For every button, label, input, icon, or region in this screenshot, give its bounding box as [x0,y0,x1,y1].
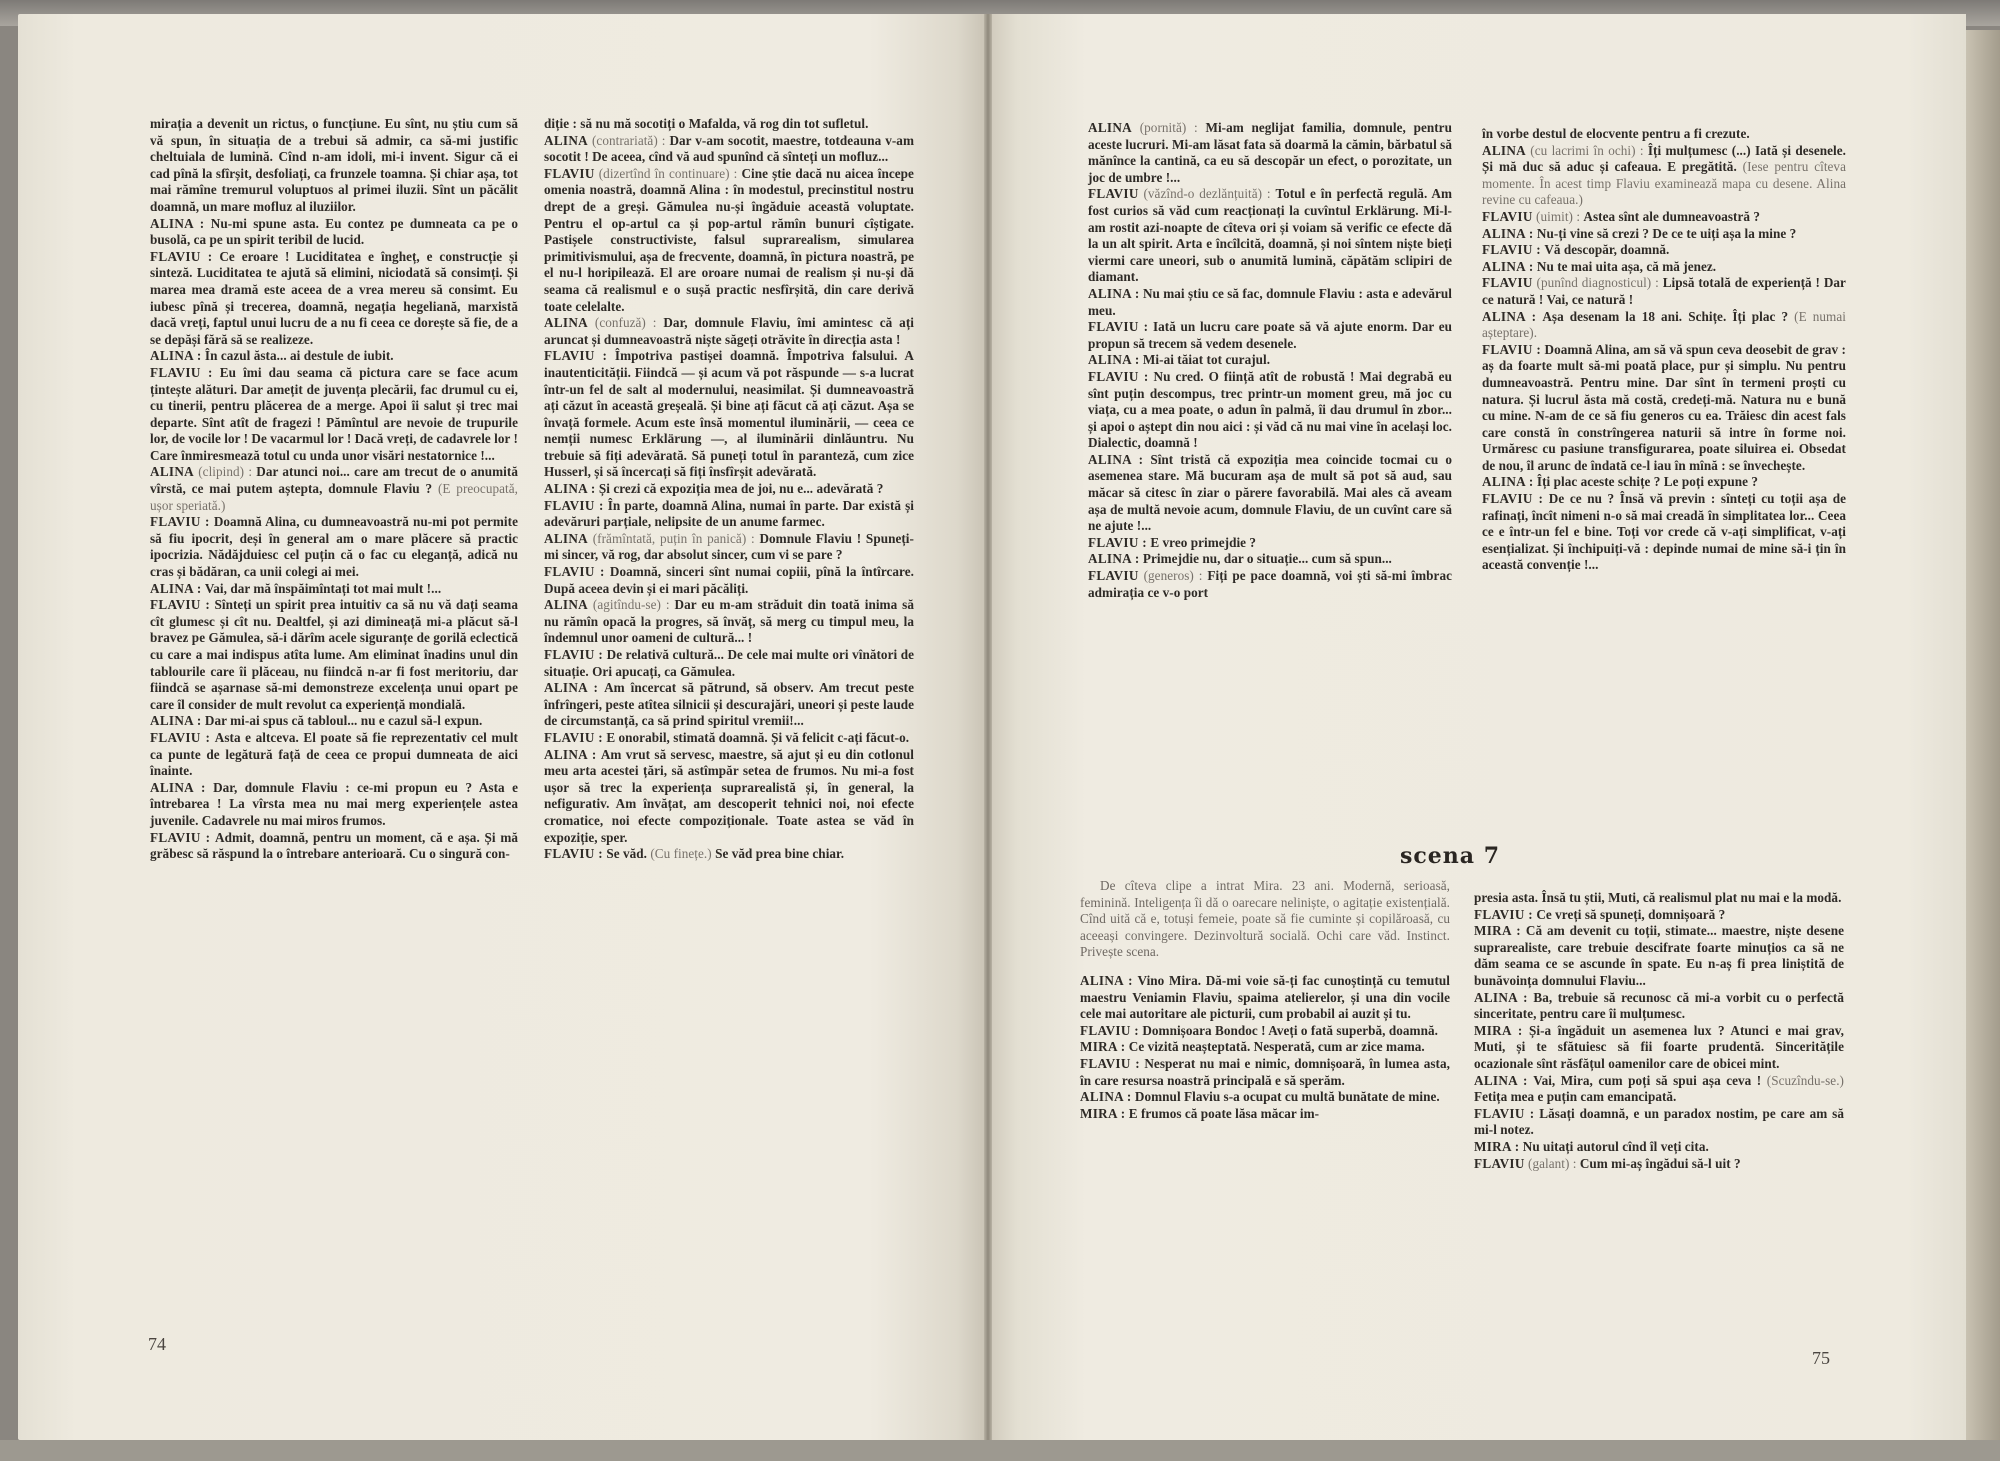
dialogue-text: Dar v-am socotit, maestre, totdeauna v-am socotit ! De aceea, cînd vă aud spunînd că sînteți un mofluz... [544,132,914,165]
dialogue-text: Iată un lucru care poate să vă ajute enorm. Dar eu propun să trecem să vedem desenele. [1088,319,1452,351]
dialogue-text: Împotriva pastișei doamnă. Împotriva falsului. A inautenticității. Fiindcă — și acum vă pot răspunde — s-a lucrat într-un fel de salt al modernului, neasimilat. Și dumneavoastră ați căzut în această greșeală. Și bine ați făcut că ați căzut. Așa se învață formele. Acum este însă momentul iluminării, — ceea ce nemții numesc Erklärung —, al iluminării dinlăuntru. Nu trebuie să fiți adevărată. Să puneți totul în paranteză, cum zice Husserl, și să încercați să fiți însfîrșit adevărată. [544,348,914,480]
dialogue-line [1474,1156,1844,1173]
dialogue-line [544,680,914,730]
dialogue-line [1482,242,1846,259]
speaker-name: FLAVIU : [1474,906,1533,922]
stage-direction: (confuză) : [594,315,657,331]
speaker-name: FLAVIU : [544,647,604,662]
speaker-name: FLAVIU [1474,1155,1525,1171]
dialogue-text: E frumos că poate lăsa măcar im- [1128,1105,1320,1121]
stage-direction: (generos) : [1143,568,1203,584]
speaker-name: ALINA : [1474,989,1528,1005]
dialogue-line [1080,1106,1450,1123]
dialogue-line [544,531,914,564]
dialogue-line [1088,352,1452,369]
dialogue-line [150,348,518,365]
dialogue-text: Se văd. [606,846,647,862]
dialogue-text: Eu îmi dau seama că pictura care se face acum țintește alături. Dar amețit de juvența plecării, fac drumul cu ei, cu tinerii, pentru plăcerea de a merge. Apoi îi salut și trec mai departe. Sînt atît de fragezi ! Pămîntul are nevoie de trupurile lor, de vocile lor ! De vacarmul lor ! Dacă vreți, de cadavrele lor ! Care înmiresmează totul cu unda unor visări nestatornice !... [150,364,518,463]
dialogue-text: Și crezi că expoziția mea de joi, nu e... adevărată ? [598,481,884,497]
speaker-name: ALINA : [1482,225,1534,241]
dialogue-text: Se văd prea bine chiar. [715,846,845,862]
dialogue-continuation [150,116,518,216]
dialogue-line [1088,452,1452,535]
dialogue-line [1482,209,1846,226]
dialogue-text: De ce nu ? Însă vă previn : sînteți cu toții așa de rafinați, încît nimeni n-o să mai creadă în simplitatea lor... Ceea ce e într-un fel e bine. Toți vor crede că v-ați simplificat, v-ați esențializat. Și închipuiți-vă : depinde numai de mine să-i țin în această convenție !... [1482,491,1846,573]
speaker-name: FLAVIU : [1088,534,1147,550]
speaker-name: MIRA : [1080,1039,1126,1055]
dialogue-line [1080,1056,1450,1089]
stage-direction: (galant) : [1528,1155,1577,1171]
speaker-name: ALINA : [1080,972,1133,988]
dialogue-text: E onorabil, stimată doamnă. Și vă felicit c-ați făcut-o. [606,729,910,745]
dialogue-text: Dar, domnule Flaviu, îmi amintesc că ați aruncat și dumneavoastră niște săgeți otrăvite în direcția asta ! [544,315,914,347]
stage-direction: (punînd diagnosticul) : [1536,275,1659,291]
dialogue-text: Mi-am neglijat familia, domnule, pentru aceste lucruri. Mi-am lăsat fata să doarmă la cămin, bărbatul să mănînce la cantină, ca eu să descopăr un efect, o porozitate, un joc de umbre !... [1088,120,1452,185]
dialogue-text: Nu mai știu ce să fac, domnule Flaviu : asta e adevărul meu. [1088,285,1452,318]
speaker-name: FLAVIU : [150,729,211,745]
speaker-name: FLAVIU : [544,846,603,862]
dialogue-continuation [544,116,914,133]
speaker-name: ALINA [544,132,588,148]
speaker-name: ALINA : [1080,1089,1132,1105]
speaker-name: FLAVIU : [1088,319,1149,335]
right-page-column-2 [1482,126,1846,574]
speaker-name: ALINA [544,315,588,331]
speaker-name: ALINA : [1088,352,1140,368]
dialogue-line [544,747,914,847]
speaker-name: MIRA : [1080,1105,1126,1121]
dialogue-text: în vorbe destul de elocvente pentru a fi crezute. [1482,126,1750,141]
scene-stage-direction: De cîteva clipe a intrat Mira. 23 ani. Modernă, serioasă, feminină. Inteligența îi dă o oarecare neliniște, o agitație existențială. Cînd uită că e, totuși femeie, poate să fie cuminte și copilăroasă, cu aceeași convingere. Dezinvoltură socială. Ochi care văd. Instinct. Privește scena. [1080,878,1450,960]
dialogue-line [1088,319,1452,352]
speaker-name: FLAVIU : [1482,242,1541,258]
dialogue-line [150,216,518,249]
dialogue-line [1482,143,1846,209]
dialogue-text: mirația a devenit un rictus, o funcțiune. Eu sînt, nu știu cum să vă spun, în situația de a trebui să admir, ca să-mi justific cheltuiala de lumină. Cînd n-am idoli, mi-i invent. Sigur că ei cad pînă la sfîrșit, desfoliați, ca frunzele toamna. Și chiar așa, tot mai rămîne tremurul voluptuos al primei iluzii. Sînt un păcălit doamnă, un mare mofluz al iluziilor. [150,116,518,214]
stage-direction: (uimit) : [1536,208,1581,224]
dialogue-line [1088,186,1452,286]
speaker-name: ALINA : [150,779,206,795]
speaker-name: FLAVIU : [1482,341,1542,357]
left-page-column-1 [150,116,518,863]
dialogue-text: Sînt tristă că expoziția mea coincide tocmai cu o asemenea stare. Mă bucuram așa de mult să pot să aud, sau măcar să citesc în ziar o părere favorabilă. Mai ales că aveam așa de multă nevoie acum, domnule Flaviu, de un cuvînt care să ne ajute !... [1088,451,1452,534]
dialogue-line [1474,1139,1844,1156]
speaker-name: ALINA : [1482,308,1537,324]
speaker-name: ALINA [1088,120,1132,135]
dialogue-text: Așa desenam la 18 ani. Schițe. Îți plac ? [1542,308,1789,324]
dialogue-line [150,780,518,830]
dialogue-text: Mi-ai tăiat tot curajul. [1142,352,1271,368]
dialogue-text: Nesperat nu mai e nimic, domnișoară, în lumea asta, în care resursa noastră principală e să sperăm. [1080,1055,1450,1088]
stage-direction: (văzînd-o dezlănțuită) : [1143,186,1271,202]
speaker-name: FLAVIU : [1088,368,1149,384]
stage-direction: (E preocupată, ușor speriată.) [150,481,518,513]
speaker-name: ALINA : [1482,474,1534,490]
speaker-name: ALINA : [150,348,202,364]
dialogue-text: presia asta. Însă tu știi, Muti, că realismul plat nu mai e la modă. [1474,890,1842,905]
dialogue-line [1088,369,1452,452]
dialogue-text: Lăsați doamnă, e un paradox nostim, pe care am să mi-l notez. [1474,1105,1844,1138]
speaker-name: FLAVIU [1482,275,1533,291]
dialogue-line [544,846,914,863]
dialogue-line [1088,286,1452,319]
right-page-column-1 [1088,120,1452,601]
dialogue-line [1080,1023,1450,1040]
dialogue-text: E vreo primejdie ? [1150,534,1257,550]
dialogue-text: Ba, trebuie să recunosc că mi-a vorbit cu o perfectă sinceritate, pentru care îi mulțumesc. [1474,989,1844,1022]
speaker-name: ALINA [544,597,588,613]
dialogue-line [150,713,518,730]
dialogue-text: Domnul Flaviu s-a ocupat cu multă bunătate de mine. [1134,1089,1440,1105]
dialogue-line [544,647,914,680]
dialogue-text: Vai, Mira, cum poți să spui așa ceva ! [1533,1072,1762,1088]
dialogue-line [1474,1023,1844,1073]
dialogue-text: diție : să nu mă socotiți o Mafalda, vă rog din tot sufletul. [544,116,869,131]
dialogue-text: Totul e în perfectă regulă. Am fost curios să văd cum reacționați la cuvîntul Erklärung. Mi-l-am rostit azi-noapte de cîteva ori și voiam să verific ce efecte dă la un alt spirit. Arta e încîlcită, doamnă, și noi sîntem niște bieți viermi care uneori, sub o anumită lumină, căpătăm sclipiri de diamant. [1088,186,1452,285]
dialogue-text: Admit, doamnă, pentru un moment, că e așa. Și mă grăbesc să răspund la o întrebare anterioară. Cu o singură con- [150,829,518,862]
speaker-name: FLAVIU [1482,208,1533,224]
stage-direction: (Iese pentru cîteva momente. În acest timp Flaviu examinează mapa cu desene. Alina revine cu cafeaua.) [1482,159,1846,208]
dialogue-text: Ce vizită neașteptată. Nesperată, cum ar zice mama. [1128,1039,1425,1055]
right-page-column-2-scene-7 [1474,890,1844,1172]
dialogue-line [1080,1089,1450,1106]
dialogue-text: Fetița mea e puțin cam emancipată. [1474,1089,1677,1105]
dialogue-text: Am vrut să servesc, maestre, să ajut și eu din cotlonul meu arta acestei țări, să astîmpăr setea de frumos. Nu mi-a fost ușor să trec la experiența suprarealistă și, în general, la nefigurativ. Am învățat, am descoperit tehnici noi, noi efecte cromatice, noi efecte compoziționale. Toate astea se văd în expoziție, sper. [544,746,914,845]
dialogue-text: Nu cred. O ființă atît de robustă ! Mai degrabă eu sînt puțin descompus, trec printr-un moment greu, mă joc cu viața, cu a mea poate, o adun în palmă, îi dau drumul în zbor... și apoi o aștept din nou aici : și văd că nu mai vine în același loc. Dialectic, doamnă ! [1088,368,1452,451]
dialogue-line [150,581,518,598]
speaker-name: FLAVIU : [150,248,213,264]
dialogue-line [544,315,914,348]
dialogue-line [1088,551,1452,568]
dialogue-line [544,348,914,481]
speaker-name: ALINA : [1088,451,1144,467]
stage-direction: (Cu finețe.) [650,846,712,862]
dialogue-text: Vino Mira. Dă-mi voie să-ți fac cunoștință cu temutul maestru Veniamin Flaviu, spaima atelierelor, și una din vocile cele mai autoritare ale picturii, cum probabil ai auzit și tu. [1080,972,1450,1022]
speaker-name: ALINA : [150,713,202,729]
dialogue-text: Nu te mai uita așa, că mă jenez. [1536,258,1717,274]
scan-background-bottom [0,1440,2000,1461]
dialogue-line [150,365,518,465]
dialogue-line [544,730,914,747]
dialogue-line [1474,907,1844,924]
speaker-name: FLAVIU [544,165,595,181]
dialogue-line [1482,309,1846,342]
dialogue-line [544,133,914,166]
dialogue-line [1080,973,1450,1023]
dialogue-line [544,498,914,531]
dialogue-line [1482,474,1846,491]
speaker-name: MIRA : [1474,923,1521,939]
dialogue-line [544,166,914,315]
dialogue-line [544,597,914,647]
speaker-name: ALINA : [544,481,596,497]
dialogue-text: Am încercat să pătrund, să observ. Am trecut peste înfrîngeri, peste atîtea silnicii și descurajări, uneori și peste laude de circumstanță, ca să prind spiritul vremii!... [544,680,914,729]
dialogue-text: În parte, doamnă Alina, numai în parte. Dar există și adevăruri parțiale, nelipsite de un anume farmec. [544,497,914,530]
stage-direction: (dizertînd în continuare) : [598,165,738,181]
dialogue-line [1474,1106,1844,1139]
speaker-name: ALINA [544,530,588,546]
dialogue-text: Vă descopăr, doamnă. [1544,242,1670,258]
dialogue-text: Cum mi-aș îngădui să-l uit ? [1579,1155,1741,1171]
speaker-name: ALINA : [1482,258,1534,274]
speaker-name: FLAVIU : [150,597,211,613]
dialogue-line [1482,226,1846,243]
dialogue-line [150,730,518,780]
dialogue-line [1088,535,1452,552]
dialogue-text: Dar atunci noi... care am trecut de o anumită vîrstă, ce mai putem aștepta, domnule Flaviu ? [150,464,518,497]
speaker-name: FLAVIU : [1482,491,1544,507]
dialogue-text: Îți plac aceste schițe ? Le poți expune ? [1536,474,1759,490]
speaker-name: ALINA [1482,142,1526,158]
speaker-name: FLAVIU : [150,829,211,845]
dialogue-text: Vai, dar mă înspăimîntați tot mai mult !... [204,580,442,596]
dialogue-text: De relativă cultură... De cele mai multe ori vînători de situație. Ori apucați, ca Gămulea. [544,647,914,679]
dialogue-line [1474,990,1844,1023]
speaker-name: FLAVIU : [150,364,213,380]
speaker-name: FLAVIU : [544,729,603,745]
dialogue-continuation [1482,126,1846,143]
speaker-name: FLAVIU : [150,514,210,530]
dialogue-line [1482,275,1846,308]
speaker-name: ALINA : [1088,285,1140,301]
speaker-name: ALINA : [544,680,599,696]
dialogue-line [1080,1039,1450,1056]
speaker-name: ALINA [150,464,194,480]
dialogue-text: Lipsă totală de experiență ! Dar ce natură ! Vai, ce natură ! [1482,275,1846,307]
stage-direction: (cu lacrimi în ochi) : [1530,142,1644,158]
dialogue-text: Dar, domnule Flaviu : ce-mi propun eu ? Asta e întrebarea ! La vîrsta mea nu mai merg experiențele astea juvenile. Cadavrele nu mai miros frumos. [150,779,518,828]
dialogue-line [1088,120,1452,186]
dialogue-text: Sînteți un spirit prea intuitiv ca să nu vă dați seama cît glumesc și cît nu. Dealtfel, și azi dimineață mi-a plăcut să-l bravez pe Gămulea, să-i dărîm acele siguranțe de gorilă eclectică cu care a mai indispus atîta lume. Am eliminat înadins unul din tablourile care îi plăceau, nu fiindcă n-ar fi fost meritoriu, dar fiindcă se așarnase să-mi demonstreze excelența unui opart pe care îl consider de mult revolut ca experiență mondială. [150,597,518,712]
dialogue-text: Doamnă Alina, am să vă spun ceva deosebit de grav : aș da foarte mult să-mi poată place, pur și simplu. Nu pentru dumneavoastră. Pentru mine. Dar sînt în termeni proști cu natura. Și lucrul ăsta mă costă, credeți-mă. Natura nu e bună cu mine. N-am de ce să fiu generos cu ea. Trăiesc din acest fals care constă în constrîngerea naturii să intre în forme noi. Urmăresc cu pasiune transfigurarea, poate siluirea ei. Obsedat de nou, îl arunc de îndată ce-l iau în mînă : se învechește. [1482,341,1846,473]
speaker-name: MIRA : [1474,1022,1523,1038]
dialogue-line [1482,342,1846,475]
speaker-name: ALINA : [150,215,205,231]
dialogue-line [150,597,518,713]
dialogue-line [1474,923,1844,989]
speaker-name: FLAVIU : [544,564,605,580]
dialogue-line [1088,568,1452,601]
dialogue-text: Îți mulțumesc (...) Iată și desenele. Și mă duc să aduc și cafeaua. E pregătită. [1482,142,1846,175]
stage-direction: (pornită) : [1139,120,1198,135]
speaker-name: FLAVIU : [1080,1022,1139,1038]
right-page-column-1-scene-7 [1080,878,1450,1122]
dialogue-text: Nu-ți vine să crezi ? De ce te uiți așa la mine ? [1536,225,1797,241]
speaker-name: FLAVIU : [544,348,608,364]
dialogue-line [1482,491,1846,574]
dialogue-text: Dar eu m-am străduit din toată inima să nu rămîn opacă la progres, să învăț, să merg cu timpul meu, la îndemnul unor oameni de cultură... ! [544,597,914,646]
speaker-name: MIRA : [1474,1138,1520,1154]
dialogue-line [544,481,914,498]
dialogue-text: Ce vreți să spuneți, domnișoară ? [1536,906,1726,922]
scene-7-dialogue-col-1 [1080,973,1450,1122]
dialogue-text: Asta e altceva. El poate să fie reprezentativ cel mult ca punte de legătură față de ceea ce propui dumneata de aici înainte. [150,729,518,779]
speaker-name: FLAVIU [1088,568,1139,584]
dialogue-text: Domnișoara Bondoc ! Aveți o fată superbă, doamnă. [1142,1022,1438,1038]
dialogue-text: Fiți pe pace doamnă, voi ști să-mi îmbrac admirația ce v-o port [1088,568,1453,600]
stage-direction: (frămîntată, puțin în panică) : [592,530,755,546]
dialogue-text: Și-a îngăduit un asemenea lux ? Atunci e mai grav, Muti, și te sfătuiesc să fii foarte prudentă. Sinceritățile ocazionale sînt răsfățul oamenilor care de obicei mint. [1474,1022,1844,1071]
dialogue-text: Primejdie nu, dar o situație... cum să spun... [1142,551,1392,567]
dialogue-line [150,514,518,580]
stage-direction: (clipind) : [198,464,253,480]
dialogue-line [1482,259,1846,276]
dialogue-text: Astea sînt ale dumneavoastră ? [1583,208,1761,224]
dialogue-text: Ce eroare ! Luciditatea e îngheț, e construcție și sinteză. Luciditatea te ajută să elimini, niciodată să consimți. Și marea mea dramă este aceea de a vrea mereu să consimt. Eu iubesc pînă și trecerea, doamnă, negația hegeliană, marxistă dacă vreți, faptul unui lucru de a nu fi ceea ce dorește să fie, de a se depăși fără să se realizeze. [150,248,518,347]
stage-direction: (Scuzîndu-se.) [1766,1072,1845,1088]
speaker-name: FLAVIU : [544,497,604,513]
dialogue-text: Că am devenit cu toții, stimate... maestre, niște desene suprarealiste, care trebuie descifrate foarte minuțios ca să ne dăm seama ce se ascunde în spate. Eu n-aș fi prea liniștită de bunăvoința domnului Flaviu... [1474,923,1844,988]
stage-direction: (E numai așteptare). [1482,308,1846,341]
book-gutter [984,14,992,1440]
speaker-name: FLAVIU : [1474,1105,1535,1121]
page-number-right: 75 [1812,1348,1830,1368]
speaker-name: ALINA : [150,580,202,596]
dialogue-line [150,249,518,349]
speaker-name: ALINA : [544,746,597,762]
speaker-name: ALINA : [1088,551,1140,567]
stage-direction: (agitîndu-se) : [592,597,670,613]
left-page-column-2 [544,116,914,863]
speaker-name: ALINA : [1474,1072,1528,1088]
dialogue-text: Domnule Flaviu ! Spuneți-mi sincer, vă rog, dar absolut sincer, cum vi se pare ? [544,530,914,563]
page-number-left: 74 [148,1334,166,1354]
speaker-name: FLAVIU : [1080,1055,1140,1071]
dialogue-text: Nu uitați autorul cînd îl veți cita. [1522,1138,1709,1154]
dialogue-text: Cine știe dacă nu aicea începe omenia noastră, doamnă Alina : în modestul, precinstitul nostru drept de a greși. Gămulea nu-și îngăduie această voluptate. Pentru el op-artul ca și pop-artul rămîn bunuri cîștigate. Pastișele constructiviste, falsul suprarealism, simularea primitivismului, așa de frecvente, doamnă, în pictura noastră, pe el nu-l horipilează. El are oroare numai de realism și nu-și dă seama că realismul e o sușă practic nesfîrșită, din care derivă toate celelalte. [544,165,914,314]
dialogue-continuation [1474,890,1844,907]
stage-direction: (contrariată) : [591,132,666,148]
dialogue-line [150,830,518,863]
dialogue-text: Dar mi-ai spus că tabloul... nu e cazul să-l expun. [204,713,483,729]
dialogue-line [544,564,914,597]
dialogue-text: Doamnă Alina, cu dumneavoastră nu-mi pot permite să fiu ipocrit, deși în general am o mare plăcere să practic ipocrizia. Nădăjduiesc cel puțin că o fac cu eleganță, adică nu cras și bădăran, ca unii colegi ai mei. [150,514,518,580]
dialogue-text: În cazul ăsta... ai destule de iubit. [204,348,394,364]
dialogue-line [1474,1073,1844,1106]
dialogue-text: Nu-mi spune asta. Eu contez pe dumneata ca pe o busolă, ca pe un spirit teribil de lucid. [150,215,518,248]
speaker-name: FLAVIU [1088,186,1139,202]
scene-title: scena 7 [1400,843,1500,869]
dialogue-text: Doamnă, sinceri sînt numai copiii, pînă la întîrcare. După aceea devin și ei mari păcăliți. [544,564,914,596]
page-edge [1966,30,2000,1440]
dialogue-line [150,464,518,514]
